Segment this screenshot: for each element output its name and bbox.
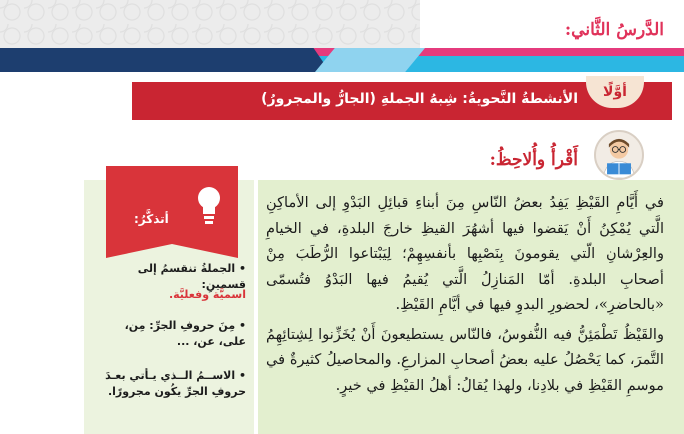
section-ribbon [132, 82, 672, 120]
sidebar-item: • الجملةُ تنقسمُ إلى قسمينِ: [137, 262, 246, 291]
student-reading-icon [594, 130, 644, 180]
sidebar-item: • مِنَ حروفِ الجرِّ: مِن، على، عن، ... [124, 319, 246, 348]
lightbulb-icon [193, 184, 225, 226]
remember-title: أتذكَّرُ: [134, 212, 169, 226]
sidebar-item: • الاســمُ الــذي يـأتي بعـدَ حروفِ الجرِّ يكُون مجرورًا. [105, 369, 246, 398]
read-observe-title: أَقْرأُ وأُلاحِظُ: [489, 150, 578, 170]
passage-paragraph: والقَيْظُ تَطْمَئِنُّ فيه النُّفوسُ، فالنّاس يستطيعونَ أَنْ يُخَزِّنوا لِشِتائِهِمُ التَّمرَ، كما يَحْصُلُ عليه بعضُ أصحابِ المزارعِ. والمحاصيلُ كثيرةٌ في موسمِ القَيْظِ في بلادِنا، ولهذا يُقالُ: أهلُ القيْظِ في خيرٍ. [266, 325, 664, 394]
passage-paragraph: في أَيَّامِ القَيْظِ يَفِدُ بعضُ النّاسِ مِنَ أبناءِ قبائِلِ البَدْوِ إلى الأماكِنِ الَّتي يُمْكِنُ أَنْ يَقضوا فيها أشهُرَ القيظِ خارجَ البلدةِ، في الخيامِ والعِرْشانِ الّتي يقومونَ بِنَصْبِها بأنفسِهِمْ؛ لِيَبْتاعوا الرُّطَبَ مِنْ أصحابِ البلدةِ. أمّا المَنازِلُ الَّتي يُقيمُ فيها البَدْوُ فتُسمّى «بالحاضرِ»، لحضورِ البدوِ فيها في أيَّامِ القَيْظِ. [266, 194, 664, 313]
section-number: أوَّلًا [603, 84, 627, 100]
section-number-tab [586, 76, 644, 108]
lesson-title: الدَّرسُ الثَّاني: [564, 20, 664, 40]
navy-stripe [0, 48, 330, 72]
section-title: الأنشطةُ النَّحويةُ: شِبهُ الجملةِ (الجارُّ والمجرورُ) [261, 91, 578, 107]
reading-passage [258, 180, 684, 434]
sidebar-accent-text: اسميَّة وفعليَّة. [168, 288, 246, 301]
